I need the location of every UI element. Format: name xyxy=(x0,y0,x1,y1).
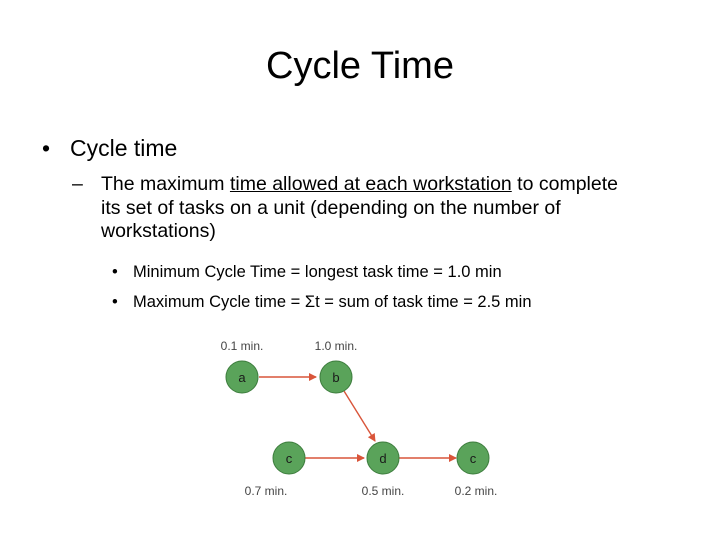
node-b xyxy=(315,339,358,393)
definition-text xyxy=(101,173,641,244)
node-a-time: 0.1 min. xyxy=(220,339,264,353)
arrow-b-to-d xyxy=(344,391,375,441)
definition-text-start: The maximum xyxy=(101,173,230,195)
node-c-label: c xyxy=(285,451,293,466)
node-d-time: 0.5 min. xyxy=(361,484,405,498)
node-e-label: c xyxy=(469,451,477,466)
node-b-time: 1.0 min. xyxy=(314,339,358,353)
node-c xyxy=(245,442,305,498)
dash-marker: – xyxy=(72,173,83,195)
node-b-label: b xyxy=(332,370,340,385)
node-a xyxy=(221,339,264,393)
bullet-text: Cycle time xyxy=(70,135,178,161)
precedence-diagram xyxy=(210,332,510,504)
max-cycle-time-text: Maximum Cycle time = Σt = sum of task time = 2.5 min xyxy=(133,293,532,311)
node-c-time: 0.7 min. xyxy=(244,484,288,498)
node-d xyxy=(362,442,405,498)
definition-underlined: time allowed at each workstation xyxy=(229,173,512,195)
bullet-marker: • xyxy=(42,135,51,161)
node-d-label: d xyxy=(379,451,387,466)
min-cycle-time-text: Minimum Cycle Time = longest task time = 1.0 min xyxy=(133,263,502,281)
slide-title: Cycle Time xyxy=(266,45,454,87)
node-e-time: 0.2 min. xyxy=(454,484,498,498)
bullet-marker: • xyxy=(112,293,118,311)
node-e xyxy=(455,442,498,498)
node-a-label: a xyxy=(238,370,246,385)
definition-text-end: to complete its set of tasks on a unit (depending on the number of workstations) xyxy=(101,173,618,242)
bullet-marker: • xyxy=(112,263,118,281)
